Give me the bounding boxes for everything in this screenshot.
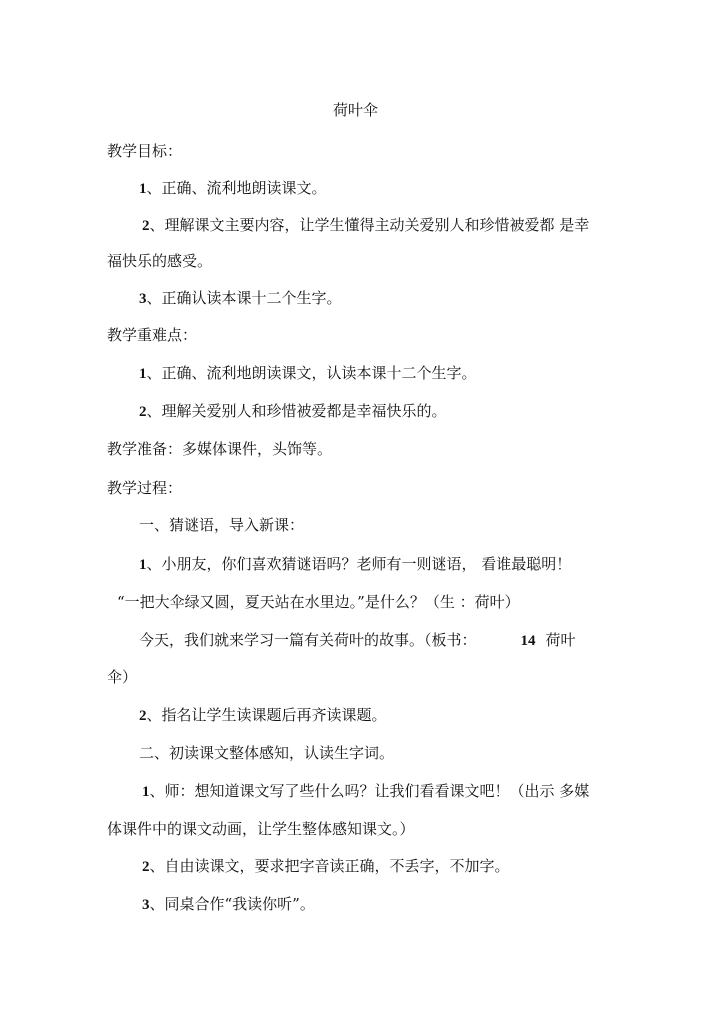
- board-line: [139, 630, 576, 651]
- section-2-item-3: [142, 894, 315, 915]
- section-1-title: 一、猜谜语，导入新课：: [139, 516, 305, 534]
- item-number: 2: [139, 708, 147, 724]
- keypoint-item-1: [139, 363, 477, 384]
- item-number: 2: [142, 859, 150, 875]
- board-lesson-number: 14: [520, 633, 536, 649]
- item-text: 、同桌合作“我读你听”。: [149, 895, 315, 913]
- section-1-item-2: [139, 705, 387, 726]
- item-number: 2: [142, 218, 150, 234]
- prep-line: 教学准备：多媒体课件，头饰等。: [107, 440, 333, 458]
- section-2-item-1-cont: 体课件中的课文动画，让学生整体感知课文。）: [107, 820, 415, 838]
- goals-heading: 教学目标：: [107, 142, 183, 160]
- board-text: 今天，我们就来学习一篇有关荷叶的故事。（板书：: [139, 631, 477, 649]
- document-title: 荷叶伞: [333, 101, 379, 119]
- item-number: 3: [142, 897, 150, 913]
- item-text: 、指名让学生读课题后再齐读课题。: [146, 706, 387, 724]
- section-1-item-1: [139, 554, 571, 575]
- riddle-line: “一把大伞绿又圆，夏天站在水里边。”是什么？（生 ：荷叶）: [117, 593, 520, 611]
- section-2-item-2: [142, 856, 510, 877]
- item-number: 1: [139, 366, 147, 382]
- goal-item-3: [139, 288, 342, 309]
- board-line-cont: 伞）: [107, 668, 138, 686]
- keypoints-heading: 教学重难点：: [107, 326, 198, 344]
- item-number: 1: [139, 557, 147, 573]
- item-text: 、理解课文主要内容，让学生懂得主动关爱别人和珍惜被爱都 是幸: [149, 216, 590, 234]
- item-text: 、正确认读本课十二个生字。: [146, 289, 342, 307]
- process-heading: 教学过程：: [107, 479, 183, 497]
- goal-item-2-cont: 福快乐的感受。: [107, 252, 213, 270]
- goal-item-2: [142, 215, 589, 236]
- item-text: 、自由读课文，要求把字音读正确，不丢字，不加字。: [149, 857, 510, 875]
- item-text: 、理解关爱别人和珍惜被爱都是幸福快乐的。: [146, 402, 447, 420]
- item-number: 1: [139, 181, 147, 197]
- item-text: 、师：想知道课文写了些什么吗？让我们看看课文吧！（出示 多媒: [149, 782, 590, 800]
- item-number: 2: [139, 404, 147, 420]
- item-text: 、正确、流利地朗读课文，认读本课十二个生字。: [146, 364, 477, 382]
- keypoint-item-2: [139, 401, 447, 422]
- section-2-title: 二、初读课文整体感知，认读生字词。: [139, 744, 395, 762]
- board-lesson-title: 荷叶: [545, 631, 576, 649]
- item-number: 1: [142, 784, 150, 800]
- goal-item-1: [139, 178, 327, 199]
- item-text: 、小朋友，你们喜欢猜谜语吗？老师有一则谜语， 看谁最聪明！: [146, 555, 572, 573]
- item-number: 3: [139, 291, 147, 307]
- item-text: 、正确、流利地朗读课文。: [146, 179, 327, 197]
- section-2-item-1: [142, 781, 589, 802]
